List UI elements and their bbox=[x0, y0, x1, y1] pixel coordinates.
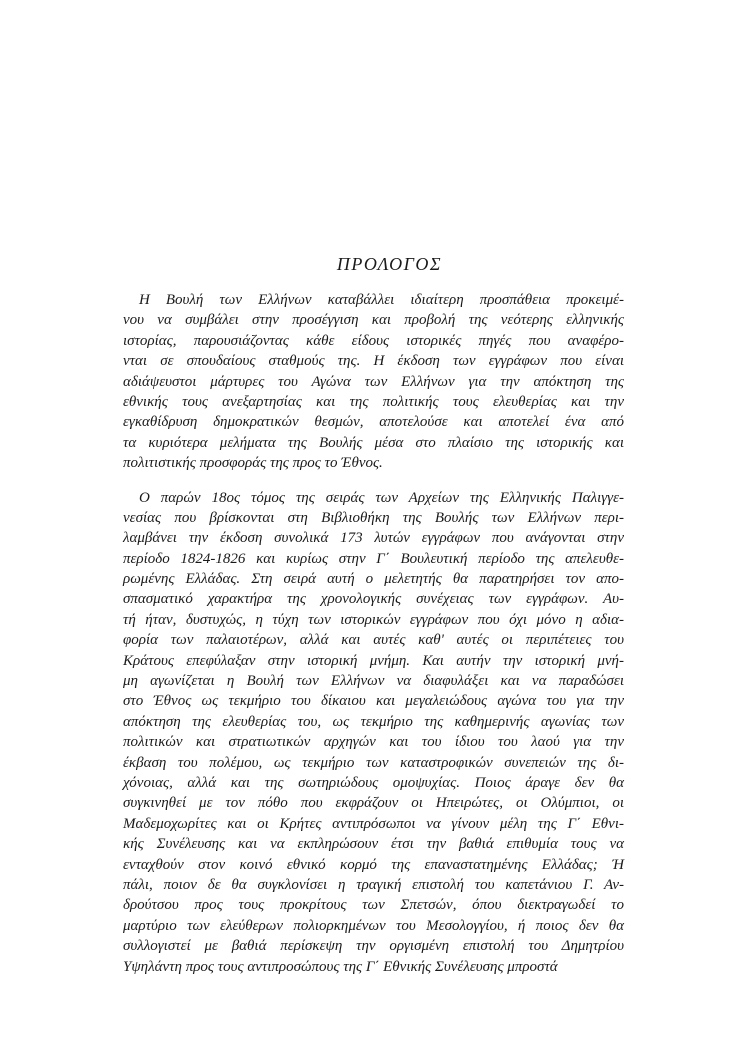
text-line: πάλι, ποιον δε θα συγκλονίσει η τραγική επιστολή του καπετάνιου Γ. Αν- bbox=[123, 876, 624, 893]
text-line: νται σε σπουδαίους σταθμούς της. Η έκδοση των εγγράφων που είναι bbox=[123, 353, 624, 370]
text-line: δρούτσου προς τους προκρίτους των Σπετσών, όπου διεκτραγωδεί το bbox=[123, 897, 624, 914]
text-line: μη αγωνίζεται η Βουλή των Ελλήνων να διαφυλάξει και να παραδώσει bbox=[123, 673, 624, 690]
text-line: πολιτικών και στρατιωτικών αρχηγών και του ίδιου του λαού για την bbox=[123, 734, 624, 751]
text-line: εθνικής τους ανεξαρτησίας και της πολιτικής τους ελευθερίας και την bbox=[123, 393, 624, 410]
text-line: τα κυριότερα μελήματα της Βουλής μέσα στο πλαίσιο της ιστορικής και bbox=[123, 434, 624, 451]
text-line: ρωμένης Ελλάδας. Στη σειρά αυτή ο μελετητής θα παρατηρήσει τον απο- bbox=[123, 571, 624, 588]
text-line: κής Συνέλευσης και να εκπληρώσουν έτσι την βαθιά επιθυμία τους να bbox=[123, 836, 624, 853]
text-line: χόνοιας, αλλά και της σωτηριώδους ομοψυχίας. Ποιος άραγε δεν θα bbox=[123, 774, 624, 791]
text-line: νου να συμβάλει στην προσέγγιση και προβολή της νεότερης ελληνικής bbox=[123, 312, 624, 329]
text-line: νεσίας που βρίσκονται στη Βιβλιοθήκη της Βουλής των Ελλήνων περι- bbox=[123, 509, 624, 526]
text-line: απόκτηση της ελευθερίας του, ως τεκμήριο της καθημερινής αγωνίας των bbox=[123, 713, 624, 730]
text-line: ιστορίας, παρουσιάζοντας κάθε είδους ιστορικές πηγές που αναφέρο- bbox=[123, 332, 624, 349]
text-line: Ο παρών 18ος τόμος της σειράς των Αρχείων της Ελληνικής Παλιγγε- bbox=[139, 489, 624, 506]
text-line: Μαδεμοχωρίτες και οι Κρήτες αντιπρόσωποι να γίνουν μέλη της Γ΄ Εθνι- bbox=[123, 815, 624, 832]
text-line: Η Βουλή των Ελλήνων καταβάλλει ιδιαίτερη προσπάθεια προκειμέ- bbox=[139, 292, 624, 308]
paragraph-1 bbox=[123, 290, 624, 474]
text-line: στο Έθνος ως τεκμήριο του δίκαιου και μεγαλειώδους αγώνα του για την bbox=[123, 693, 624, 710]
text-line: αδιάψευστοι μάρτυρες του Αγώνα των Ελλήνων για την απόκτηση της bbox=[123, 373, 624, 390]
body-text bbox=[123, 290, 624, 977]
paragraph-gap bbox=[123, 474, 624, 488]
text-line: φορία των παλαιοτέρων, αλλά και αυτές καθ' αυτές οι περιπέτειες του bbox=[123, 632, 624, 649]
page-title: ΠΡΟΛΟΓΟΣ bbox=[336, 254, 443, 274]
text-line: πολιτιστικής προσφοράς της προς το Έθνος. bbox=[123, 455, 383, 472]
text-line: Κράτους επεφύλαξαν στην ιστορική μνήμη. Και αυτήν την ιστορική μνή- bbox=[123, 652, 624, 669]
text-line: μαρτύριο των ελεύθερων πολιορκημένων του Μεσολογγίου, ή ποιος δεν θα bbox=[123, 917, 624, 934]
text-line: εγκαθίδρυση δημοκρατικών θεσμών, αποτελούσε και αποτελεί ένα από bbox=[123, 414, 624, 431]
text-line: Υψηλάντη προς τους αντιπροσώπους της Γ΄ Εθνικής Συνέλευσης μπροστά bbox=[123, 958, 558, 975]
paragraph-2 bbox=[123, 488, 624, 977]
text-line: συλλογιστεί με βαθιά περίσκεψη την οργισμένη επιστολή του Δημητρίου bbox=[123, 938, 624, 955]
text-line: λαμβάνει την έκδοση συνολικά 173 λυτών εγγράφων που ανάγονται στην bbox=[123, 530, 624, 547]
text-line: συγκινηθεί με τον πόθο που εκφράζουν οι Ηπειρώτες, οι Ολύμπιοι, οι bbox=[123, 795, 624, 812]
text-line: τή ήταν, δυστυχώς, η τύχη των ιστορικών εγγράφων που όχι μόνο η αδια- bbox=[123, 611, 624, 628]
text-line: περίοδο 1824-1826 και κυρίως στην Γ΄ Βουλευτική περίοδο της απελευθε- bbox=[123, 550, 624, 567]
text-line: σπασματικό χαρακτήρα της χρονολογικής συνέχειας των εγγράφων. Αυ- bbox=[123, 591, 624, 608]
text-line: έκβαση του πολέμου, ως τεκμήριο των καταστροφικών συνεπειών της δι- bbox=[123, 754, 624, 771]
text-line: ενταχθούν στον κοινό εθνικό κορμό της επαναστατημένης Ελλάδας; Ή bbox=[123, 856, 624, 873]
